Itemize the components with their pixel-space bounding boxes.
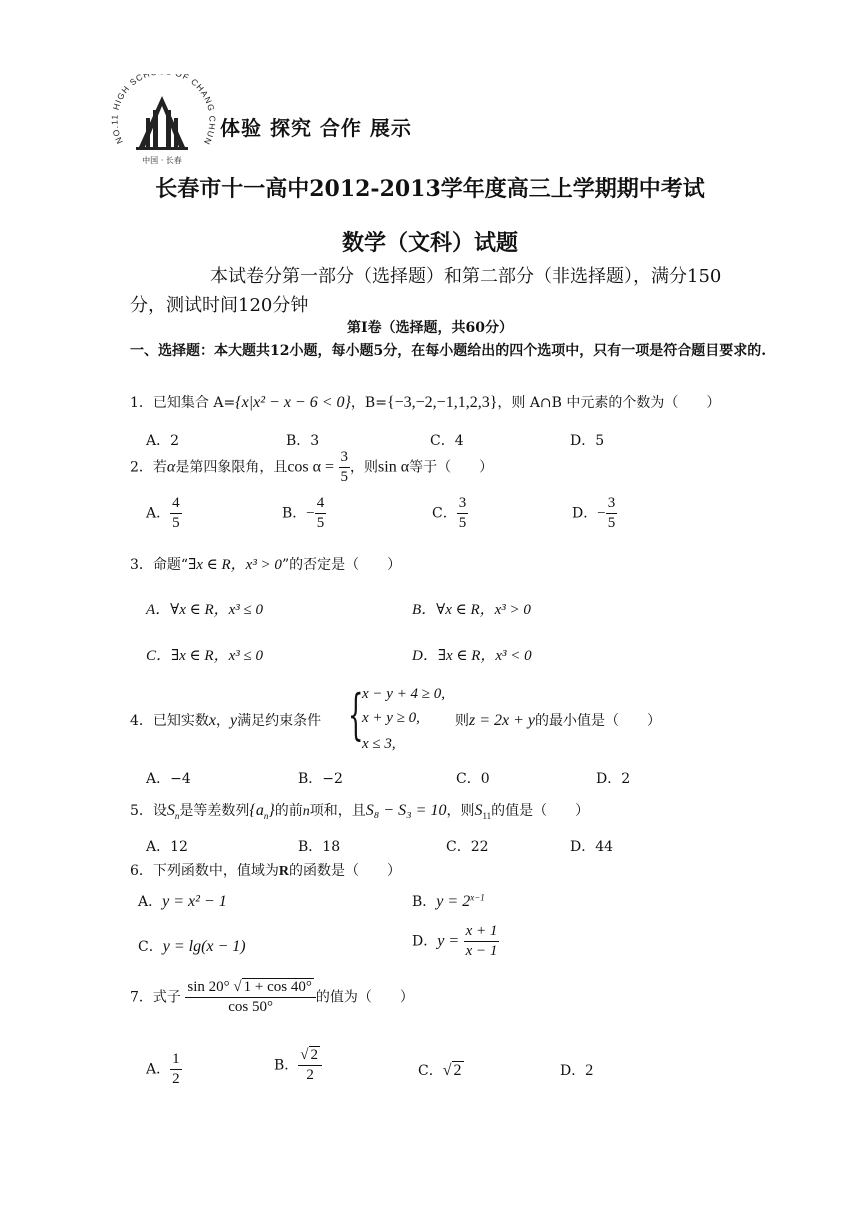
q4-var-x: x: [208, 712, 217, 729]
q6-option-a: [138, 891, 227, 911]
q2-b-label: B．: [282, 505, 307, 522]
q6-c-func: y = lg(x − 1): [162, 938, 246, 955]
q4-option-b: B．−2: [298, 771, 343, 787]
svg-text:NO.11 HIGH SCHOOL OF CHANG CHU: [109, 74, 216, 147]
q5-number: 5．: [130, 803, 153, 819]
q4-text-3: 则: [455, 713, 469, 729]
q5-sn-sub: n: [174, 810, 180, 821]
q2-cos: cos α =: [287, 458, 335, 476]
q6-b-func: y = 2: [436, 893, 471, 910]
q6-option-c: [138, 936, 246, 956]
q5-text-1: 设: [152, 803, 167, 819]
q6-text-1: 下列函数中，值域为: [152, 863, 279, 879]
q7-numerator: sin 20° √ 1 + cos 40°: [185, 980, 315, 998]
q3-text-1: 命题“: [152, 557, 189, 573]
q2-c-label: C．: [432, 505, 457, 522]
q1-option-d: D．5: [570, 433, 605, 449]
q7-d-label: D．: [560, 1063, 586, 1079]
q7-a-num: 1: [170, 1052, 182, 1070]
school-logo: [106, 74, 216, 170]
q5-text-4: 项和，且: [309, 803, 366, 819]
q2-a-label: A．: [146, 505, 171, 522]
q2-text-3: ，则: [350, 459, 379, 476]
q2-d-label: D．: [572, 505, 598, 522]
q2-a-den: 5: [172, 515, 180, 531]
q2-c-num: 3: [457, 496, 469, 514]
question-6: [130, 860, 401, 880]
q4-number: 4．: [130, 713, 153, 729]
q5-option-b: B．18: [298, 839, 341, 855]
q1-text-1: 已知集合 A=: [152, 395, 236, 411]
q2-option-b: [282, 496, 326, 531]
q3-option-d: D．∃x ∈ R，x³ < 0: [412, 648, 532, 664]
q2-frac-num: 3: [339, 450, 351, 468]
q7-radicand: 1 + cos 40°: [243, 979, 312, 995]
q5-option-c: C．22: [446, 839, 489, 855]
q2-c-den: 5: [458, 515, 467, 531]
q3-number: 3．: [130, 557, 153, 573]
q2-option-a: [146, 496, 182, 531]
q2-text-2: 是第四象限角，且: [175, 459, 288, 476]
q7-option-d: [560, 1060, 593, 1080]
question-4-lead: [130, 710, 321, 730]
q1-option-a: A．2: [146, 433, 180, 449]
q6-option-b: [412, 891, 485, 911]
q7-option-a: [146, 1052, 182, 1087]
q7-text-1: 式子: [152, 989, 181, 1006]
q2-option-c: [432, 496, 468, 531]
q2-a-frac: [170, 496, 182, 531]
q4-text-4: 的最小值是（ ）: [535, 713, 662, 729]
q6-d-den: x − 1: [465, 943, 498, 959]
q6-b-label: B．: [412, 894, 437, 910]
q7-c-label: C．: [418, 1063, 443, 1079]
exam-intro: 本试卷分第一部分（选择题）和第二部分（非选择题），满分150分，测试时间120分钟: [130, 266, 722, 316]
q7-a-label: A．: [146, 1061, 171, 1078]
q6-c-label: C．: [138, 939, 163, 955]
q6-d-func: y =: [437, 932, 460, 950]
question-2: [130, 450, 493, 485]
q5-an-sub: n: [263, 810, 269, 821]
q2-fraction: [339, 450, 351, 485]
question-7: [130, 980, 414, 1015]
q5-s11: S: [474, 802, 483, 819]
logo-subtext: 中国 · 长春: [142, 156, 182, 165]
q1-option-c: C．4: [430, 433, 464, 449]
q6-number: 6．: [130, 863, 153, 879]
q7-c-radicand: 2: [453, 1062, 462, 1079]
q6-d-num: x + 1: [464, 924, 500, 942]
q7-d-value: 2: [585, 1062, 594, 1079]
q3-text-2: ”的否定是（ ）: [281, 557, 402, 573]
q6-b-exp: x−1: [470, 892, 485, 903]
q6-d-frac: [464, 924, 500, 959]
q7-option-b: [274, 1048, 322, 1083]
q1-text-2: ，B=: [350, 395, 387, 411]
q6-a-label: A．: [138, 894, 163, 910]
q2-c-frac: [457, 496, 469, 531]
question-3: [130, 553, 401, 574]
q1-text-3: ，则 A∩B 中元素的个数为（ ）: [497, 395, 721, 411]
school-motto: 体验 探究 合作 展示: [220, 116, 412, 140]
q1-number: 1．: [130, 395, 153, 411]
q2-text-1: 若: [152, 459, 167, 476]
q5-option-d: D．44: [570, 839, 614, 855]
q2-alpha: α: [166, 458, 176, 476]
q2-a-num: 4: [170, 496, 182, 514]
section-instructions: 一、选择题：本大题共12小题，每小题5分，在每小题给出的四个选项中，只有一项是符合题目要求的.: [130, 343, 767, 359]
q7-b-radicand: 2: [310, 1047, 319, 1063]
q1-set-a: {x|x² − x − 6 < 0}: [235, 394, 351, 411]
logo-ring-text: NO.11 HIGH SCH F CHANG UN: [109, 74, 216, 147]
q7-b-frac: [298, 1048, 322, 1083]
q6-text-2: 的函数是（ ）: [289, 863, 402, 879]
q2-d-num: 3: [606, 496, 618, 514]
q2-d-den: 5: [607, 515, 616, 531]
q6-option-d: [412, 924, 499, 959]
q2-sin: sin α: [378, 458, 410, 476]
q5-sn: S: [166, 802, 175, 819]
question-4-tail: [455, 710, 661, 730]
q1-option-b: B．3: [286, 433, 320, 449]
q5-text-3: 的前: [274, 803, 303, 819]
q7-expression: [185, 980, 315, 1015]
question-1: [130, 392, 720, 412]
q2-b-num: 4: [315, 496, 327, 514]
q5-equation: S₈ − S₃ = 10: [365, 802, 447, 819]
q4-text-1: 已知实数: [152, 713, 209, 729]
q7-b-den: 2: [306, 1067, 314, 1083]
q5-text-2: 是等差数列: [179, 803, 250, 819]
q6-set-r: R: [278, 864, 290, 879]
q4-constraint-3: x ≤ 3,: [362, 736, 396, 752]
q7-option-c: C．√ 2: [418, 1062, 462, 1079]
part-heading: 第Ⅰ卷（选择题，共60分）: [346, 320, 514, 336]
q4-constraint-1: x − y + 4 ≥ 0,: [362, 686, 446, 702]
q7-text-2: 的值为（ ）: [315, 989, 414, 1006]
q2-b-frac: [315, 496, 327, 531]
q4-var-y: y: [230, 712, 238, 729]
q5-an-end: }: [268, 802, 275, 819]
q6-d-label: D．: [412, 933, 438, 950]
q5-s11-sub: 11: [482, 810, 492, 821]
q4-constraint-2: x + y ≥ 0,: [362, 710, 420, 726]
q2-d-frac: [606, 496, 618, 531]
q4-brace: {: [348, 683, 364, 746]
q4-option-c: C．0: [456, 771, 490, 787]
q2-d-sign: −: [597, 505, 606, 522]
exam-title: 长春市十一高中2012-2013学年度高三上学期期中考试: [155, 176, 705, 202]
q5-n: n: [302, 804, 310, 819]
q5-text-6: 的值是（ ）: [491, 803, 590, 819]
q5-option-a: A．12: [146, 839, 188, 855]
q7-denominator: cos 50°: [228, 999, 273, 1015]
q4-option-d: D．2: [596, 771, 631, 787]
q2-number: 2．: [130, 459, 153, 476]
q3-proposition: ∃x ∈ R，x³ > 0: [188, 557, 282, 573]
q2-b-sign: −: [306, 505, 315, 522]
q7-b-label: B．: [274, 1057, 299, 1074]
question-5: [130, 800, 589, 821]
q2-text-4: 等于（ ）: [409, 459, 494, 476]
q3-option-c: C．∃x ∈ R，x³ ≤ 0: [146, 648, 263, 664]
q7-sin20: sin 20°: [187, 979, 230, 995]
q3-option-a: A．∀x ∈ R，x³ ≤ 0: [146, 602, 264, 618]
q7-number: 7．: [130, 989, 153, 1006]
q5-an: {a: [249, 802, 264, 819]
q7-a-frac: [170, 1052, 182, 1087]
q4-objective: z = 2x + y: [469, 712, 536, 729]
q7-b-num: √ 2: [298, 1048, 322, 1066]
q7-a-den: 2: [172, 1071, 180, 1087]
q5-text-5: ，则: [446, 803, 475, 819]
q2-b-den: 5: [316, 515, 325, 531]
q4-sep: ，: [216, 713, 231, 729]
q3-option-b: B．∀x ∈ R，x³ > 0: [412, 602, 531, 618]
exam-subtitle: 数学（文科）试题: [341, 230, 518, 256]
q2-option-d: [572, 496, 617, 531]
q4-text-2: 满足约束条件: [237, 713, 322, 729]
q6-a-func: y = x² − 1: [162, 893, 227, 910]
q4-option-a: A．−4: [146, 771, 191, 787]
q1-set-b: {−3,−2,−1,1,2,3}: [386, 394, 498, 411]
q2-frac-den: 5: [340, 469, 349, 485]
